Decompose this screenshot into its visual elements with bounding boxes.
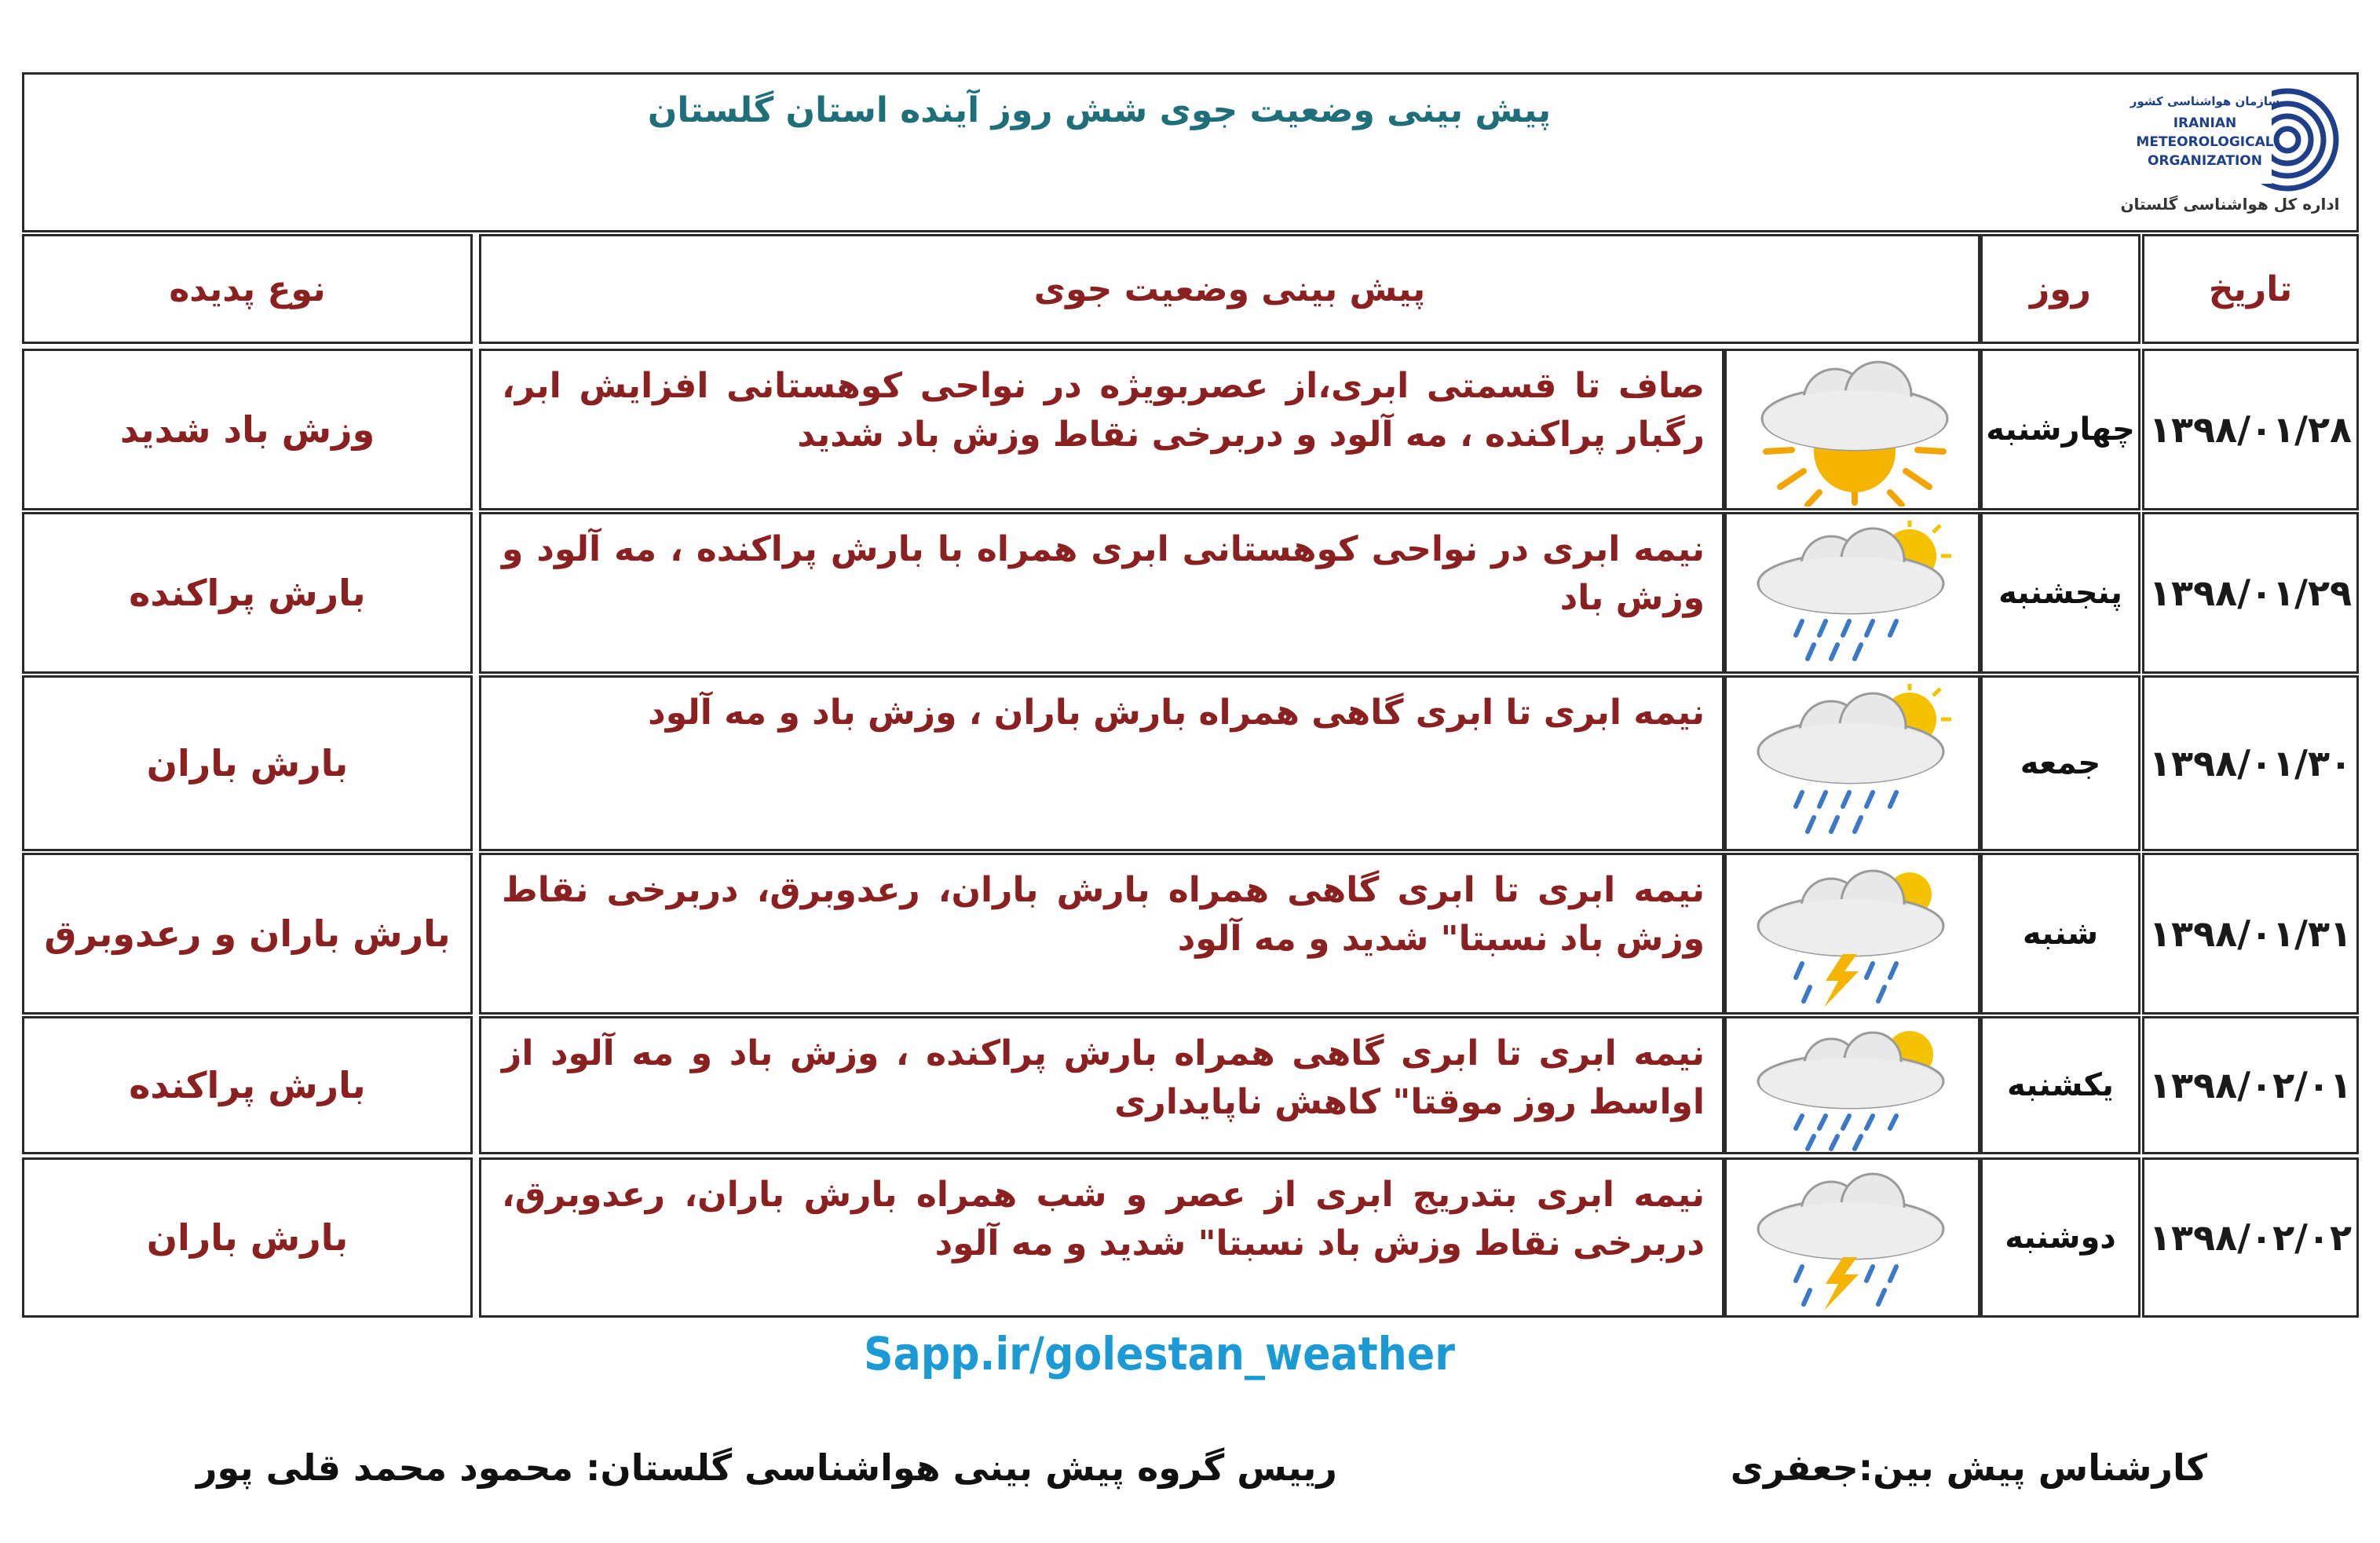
logo-text-organization: ORGANIZATION (2148, 153, 2262, 169)
logo-caption: اداره کل هواشناسی گلستان (2120, 195, 2340, 214)
row5-day: یکشنبه (1980, 1016, 2141, 1154)
row2-phenomenon: بارش پراکنده (22, 512, 473, 674)
row1-forecast: صاف تا قسمتی ابری،از عصربویژه در نواحی کوهستانی افزایش ابر، رگبار پراکنده ، مه آلود و دربرخی نقاط وزش باد شدید (479, 349, 1724, 510)
row3-icon-cell (1724, 675, 1980, 851)
row6-phenomenon: بارش باران (22, 1157, 473, 1318)
row2-day: پنجشنبه (1980, 512, 2141, 674)
row2-forecast: نیمه ابری در نواحی کوهستانی ابری همراه با بارش پراکنده ، مه آلود و وزش باد (479, 512, 1724, 674)
group-head-signature: رییس گروه پیش بینی هواشناسی گلستان: محمود محمد قلی پور (196, 1446, 1337, 1489)
row6-day: دوشنبه (1980, 1157, 2141, 1318)
row4-phenomenon: بارش باران و رعدوبرق (22, 853, 473, 1015)
row6-date: ۱۳۹۸/۰۲/۰۲ (2142, 1157, 2359, 1318)
row3-forecast: نیمه ابری تا ابری گاهی همراه بارش باران ، وزش باد و مه آلود (479, 675, 1724, 851)
row1-phenomenon: وزش باد شدید (22, 349, 473, 510)
column-header-forecast: پیش بینی وضعیت جوی (479, 234, 1980, 344)
logo-text-iranian: IRANIAN (2173, 115, 2237, 131)
row4-forecast: نیمه ابری تا ابری گاهی همراه بارش باران، رعدوبرق، دربرخی نقاط وزش باد نسبتا" شدید و مه آلود (479, 853, 1724, 1015)
forecaster-signature: کارشناس پیش بین:جعفری (1730, 1446, 2207, 1489)
row3-phenomenon: بارش باران (22, 675, 473, 851)
row1-icon-cell (1724, 349, 1980, 510)
column-header-date: تاریخ (2142, 234, 2359, 344)
sun-cloud-rain-icon (1749, 1025, 1961, 1154)
row1-date: ۱۳۹۸/۰۱/۲۸ (2142, 349, 2359, 510)
row5-phenomenon: بارش پراکنده (22, 1016, 473, 1154)
partly-cloudy-sun-icon (1749, 357, 1961, 506)
column-header-day: روز (1980, 234, 2141, 344)
row5-date: ۱۳۹۸/۰۲/۰۱ (2142, 1016, 2359, 1154)
row5-icon-cell (1724, 1016, 1980, 1154)
sun-cloud-rain-icon (1749, 521, 1961, 670)
logo-text-meteorological: METEOROLOGICAL (2136, 134, 2274, 150)
row6-icon-cell (1724, 1157, 1980, 1318)
page-title: پیش بینی وضعیت جوی شش روز آینده استان گلستان (647, 90, 1552, 130)
row2-icon-cell (1724, 512, 1980, 674)
row4-date: ۱۳۹۸/۰۱/۳۱ (2142, 853, 2359, 1015)
sun-cloud-thunder-rain-icon (1749, 861, 1961, 1011)
channel-link[interactable]: Sapp.ir/golestan_weather (864, 1327, 1455, 1380)
row5-forecast: نیمه ابری تا ابری گاهی همراه بارش پراکنده ، وزش باد و مه آلود از اواسط روز موقتا" کاهش ناپایداری (479, 1016, 1724, 1154)
row4-day: شنبه (1980, 853, 2141, 1015)
row4-icon-cell (1724, 853, 1980, 1015)
logo-text-persian: سازمان هواشناسی کشور (2130, 94, 2280, 108)
row3-day: جمعه (1980, 675, 2141, 851)
sun-cloud-rain-icon (1749, 684, 1961, 841)
column-header-phenomenon: نوع پدیده (22, 234, 473, 344)
row6-forecast: نیمه ابری بتدریج ابری از عصر و شب همراه بارش باران، رعدوبرق، دربرخی نقاط وزش باد نسبتا" شدید و مه آلود (479, 1157, 1724, 1318)
row3-date: ۱۳۹۸/۰۱/۳۰ (2142, 675, 2359, 851)
row2-date: ۱۳۹۸/۰۱/۲۹ (2142, 512, 2359, 674)
row1-day: چهارشنبه (1980, 349, 2141, 510)
forecast-table (22, 234, 2359, 1318)
cloud-thunder-rain-icon (1749, 1166, 1961, 1315)
